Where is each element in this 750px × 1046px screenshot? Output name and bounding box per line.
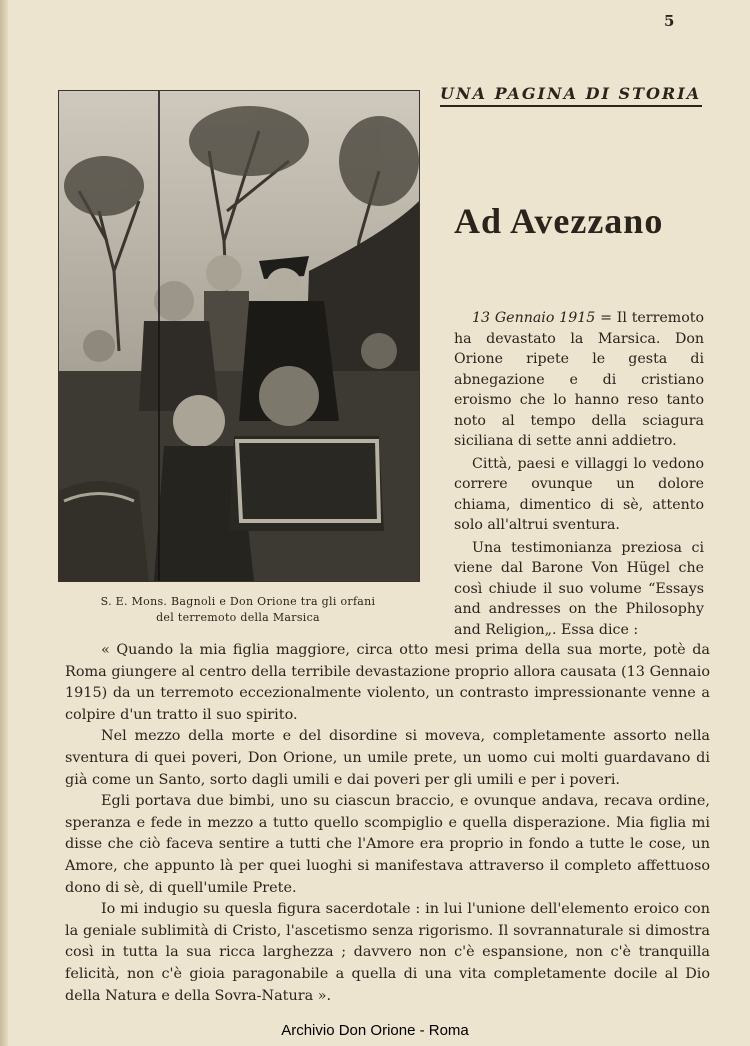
article-body [65, 640, 710, 1007]
body-paragraph: Egli portava due bimbi, uno su ciascun braccio, e ovunque andava, recava ordine, speranza e fede in mezzo a tutto quello scompiglio e quella disperazione. Mia figlia mi disse che ciò faceva sentire a tutti che l'Amore era proprio in fondo a tutte le cose, un Amore, che appunto là per quei luoghi si manifestava attraverso il completo affettuoso dono di sè, di quell'umile Prete. [65, 793, 710, 896]
body-paragraph: « Quando la mia figlia maggiore, circa otto mesi prima della sua morte, potè da Roma giungere al centro della terribile devastazione proprio allora causata (13 Gennaio 1915) da un terremoto eccezionalmente violento, un contrasto impressionante venne a colpire d'un tratto il suo spirito. [65, 642, 710, 723]
article-title: Ad Avezzano [454, 201, 664, 241]
body-paragraph: Nel mezzo della morte e del disordine si moveva, completamente assorto nella sventura di quei poveri, Don Orione, un umile prete, un uomo cui molti guardavano di già come un Santo, sorto dagli umili e dai poveri per gli umili e per i poveri. [65, 728, 710, 788]
archive-footer: Archivio Don Orione - Roma [281, 1022, 469, 1039]
page-number: 5 [664, 12, 675, 30]
section-header: UNA PAGINA DI STORIA [440, 84, 702, 107]
photo-caption [58, 594, 418, 626]
body-paragraph: Io mi indugio su quesla figura sacerdotale : in lui l'unione dell'elemento eroico con la geniale sublimità di Cristo, l'ascetismo senza rigorismo. Il sovrannaturale si dimostra così in tutta la sua ricca larghezza ; davvero non c'è espansione, non c'è tranquilla felicità, non c'è gioia paragonabile a quella di una vita completamente docile al Dio della Natura e della Sovra-Natura ». [65, 901, 710, 1004]
article-date: 13 Gennaio 1915 = [472, 310, 612, 326]
intro-text-1: Il terremoto ha devastato la Marsica. Don Orione ripete le gesta di abnegazione e di cristiano eroismo che lo hanno reso tanto noto al tempo della sciagura siciliana di sette anni addietro. [454, 310, 704, 449]
intro-paragraph [454, 308, 704, 452]
caption-line-2: del terremoto della Marsica [156, 611, 320, 624]
caption-line-1: S. E. Mons. Bagnoli e Don Orione tra gli orfani [100, 595, 376, 608]
intro-column [454, 308, 704, 642]
page-edge [0, 0, 8, 1046]
intro-paragraph: Una testimonianza preziosa ci viene dal Barone Von Hügel che così chiude il suo volume “Essays and andresses on the Philosophy and Religion„. Essa dice : [454, 539, 704, 638]
intro-paragraph: Città, paesi e villaggi lo vedono correre ovunque un dolore chiama, dimentico di sè, attento solo all'altrui sventura. [454, 455, 704, 533]
historical-photo [58, 90, 420, 582]
